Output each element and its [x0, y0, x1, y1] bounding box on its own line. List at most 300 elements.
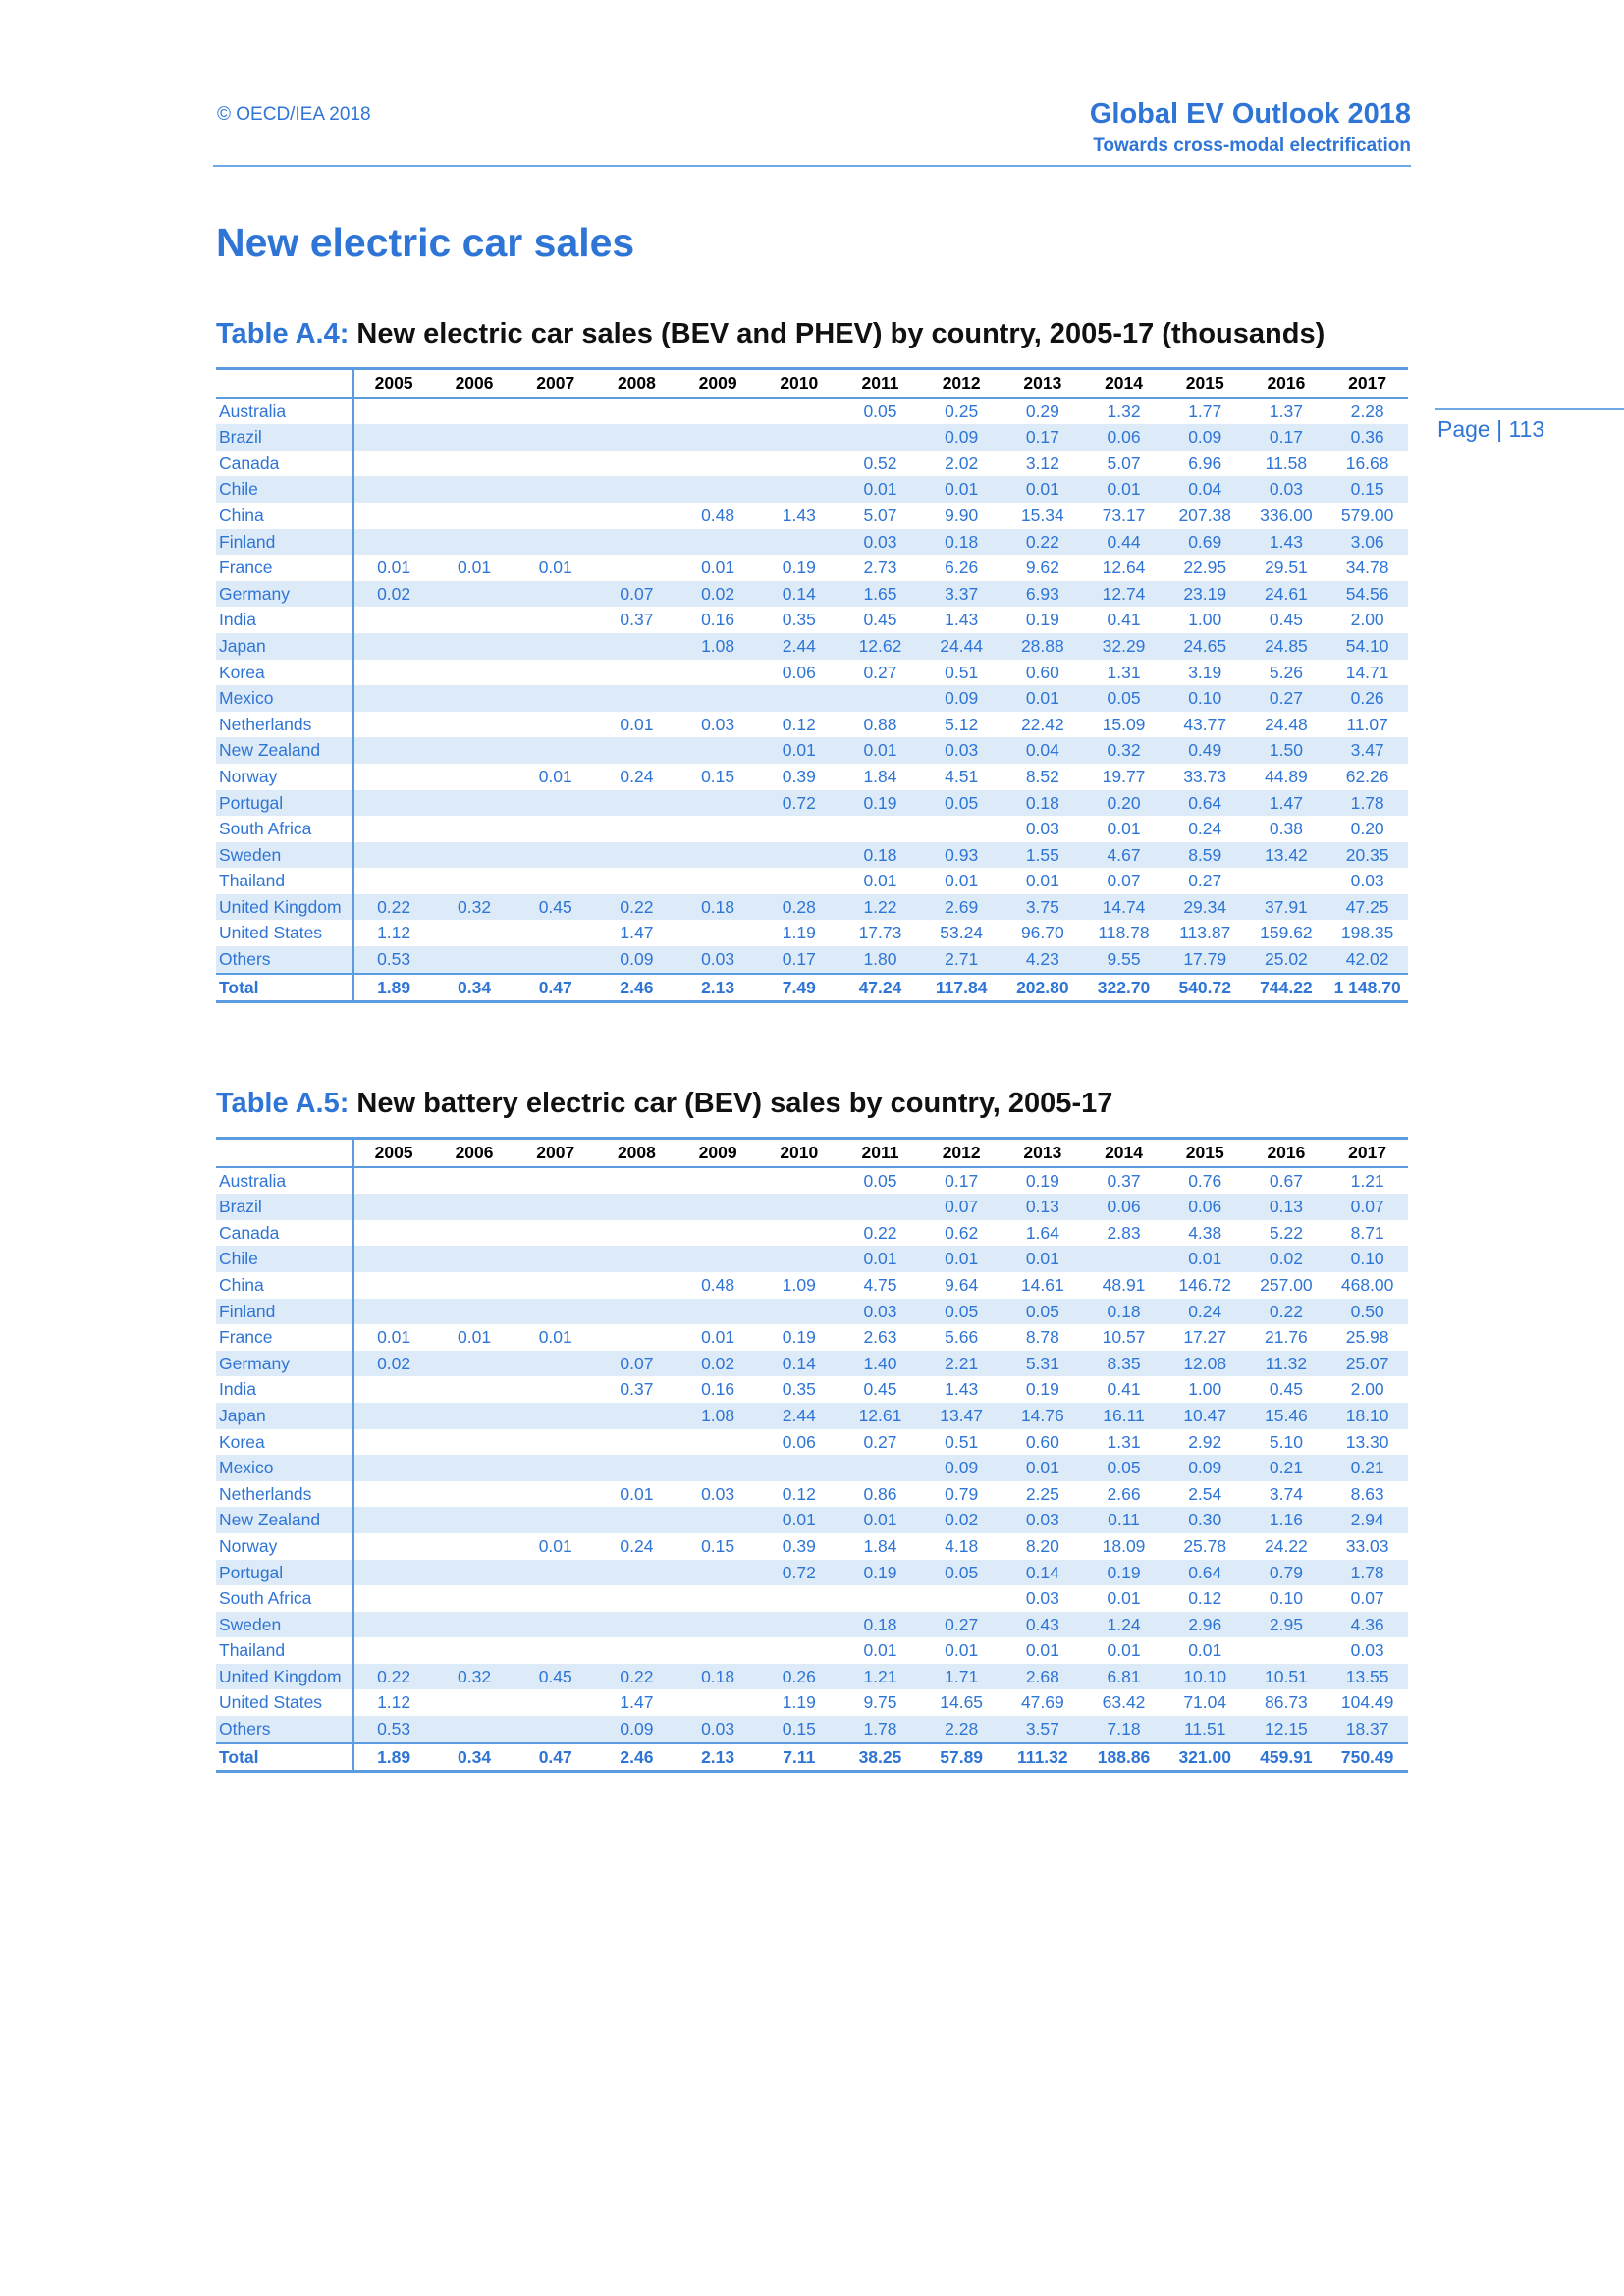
value-cell: 0.02 — [921, 1507, 1002, 1533]
value-cell: 1.84 — [863, 1535, 897, 1556]
value-cell — [434, 816, 515, 842]
value-cell: 0.13 — [1002, 1194, 1084, 1220]
table-row — [216, 737, 1408, 764]
value-cell — [758, 424, 839, 451]
value-cell: 3.06 — [1326, 529, 1408, 556]
value-cell — [514, 1560, 596, 1586]
value-cell: 0.14 — [758, 1351, 839, 1377]
value-cell: 336.00 — [1260, 505, 1313, 525]
value-cell — [514, 1167, 596, 1195]
value-cell: 0.24 — [1164, 1299, 1246, 1325]
table-row — [216, 1246, 1408, 1272]
value-cell: 0.10 — [1164, 685, 1246, 712]
table-row — [216, 920, 1408, 946]
value-cell — [514, 868, 596, 894]
country-cell: Korea — [216, 1429, 352, 1456]
value-cell: 14.76 — [1002, 1403, 1084, 1429]
country-cell: Netherlands — [216, 1481, 352, 1508]
value-cell: 1.12 — [377, 923, 411, 943]
value-cell: 2.44 — [758, 633, 839, 660]
value-cell — [352, 1455, 434, 1481]
value-cell: 579.00 — [1340, 505, 1394, 525]
value-cell — [352, 685, 434, 712]
value-cell: 0.28 — [758, 894, 839, 921]
value-cell: 1.08 — [677, 633, 759, 660]
value-cell — [677, 529, 759, 556]
header-year: 2008 — [596, 369, 677, 398]
value-cell — [352, 737, 434, 764]
value-cell — [434, 868, 515, 894]
value-cell: 1.65 — [839, 581, 921, 608]
value-cell — [352, 476, 434, 503]
country-cell: Chile — [216, 1246, 352, 1272]
country-cell: Brazil — [216, 424, 352, 451]
value-cell — [514, 1455, 596, 1481]
value-cell — [758, 1299, 839, 1325]
value-cell: 0.12 — [782, 714, 816, 734]
value-cell: 63.42 — [1102, 1692, 1146, 1713]
value-cell: 12.74 — [1083, 581, 1164, 608]
value-cell — [677, 1220, 759, 1247]
value-cell: 0.45 — [1269, 1379, 1303, 1400]
table-row — [216, 685, 1408, 712]
value-cell — [434, 842, 515, 869]
value-cell: 0.53 — [352, 946, 434, 974]
value-cell: 0.21 — [1326, 1455, 1408, 1481]
value-cell: 1.32 — [1107, 400, 1141, 421]
country-cell: United States — [216, 1689, 352, 1716]
value-cell: 2.28 — [1350, 400, 1384, 421]
value-cell: 6.81 — [1083, 1664, 1164, 1690]
value-cell — [596, 1272, 677, 1299]
value-cell: 9.62 — [1025, 558, 1059, 578]
value-cell: 1 148.70 — [1326, 974, 1408, 1002]
table-row — [216, 1560, 1408, 1586]
value-cell: 0.35 — [782, 1379, 816, 1400]
header-year: 2010 — [758, 1139, 839, 1167]
value-cell: 0.14 — [758, 581, 839, 608]
value-cell — [352, 1376, 434, 1403]
value-cell — [514, 1351, 596, 1377]
value-cell: 2.54 — [1188, 1483, 1222, 1504]
value-cell: 1.89 — [352, 974, 434, 1002]
value-cell — [352, 1533, 434, 1560]
value-cell — [514, 946, 596, 974]
value-cell: 1.22 — [839, 894, 921, 921]
value-cell: 17.79 — [1164, 946, 1246, 974]
value-cell: 0.18 — [839, 1612, 921, 1638]
value-cell — [514, 660, 596, 686]
value-cell — [758, 529, 839, 556]
header-year: 2016 — [1246, 1139, 1327, 1167]
value-cell: 0.05 — [1002, 1299, 1084, 1325]
country-cell: Thailand — [216, 1637, 352, 1664]
value-cell: 0.37 — [620, 1379, 654, 1400]
country-cell: Sweden — [216, 842, 352, 869]
value-cell — [514, 842, 596, 869]
value-cell: 9.64 — [945, 1274, 979, 1295]
table-row — [216, 1429, 1408, 1456]
value-cell: 86.73 — [1265, 1692, 1308, 1713]
value-cell: 0.19 — [782, 558, 816, 578]
value-cell: 37.91 — [1246, 894, 1327, 921]
value-cell: 13.47 — [921, 1403, 1002, 1429]
value-cell: 11.32 — [1246, 1351, 1327, 1377]
value-cell: 0.01 — [839, 476, 921, 503]
value-cell — [434, 503, 515, 529]
country-cell: Mexico — [216, 1455, 352, 1481]
value-cell: 0.37 — [620, 610, 654, 630]
value-cell: 0.03 — [1025, 819, 1059, 839]
value-cell: 24.48 — [1265, 714, 1308, 734]
value-cell — [514, 581, 596, 608]
header-year: 2011 — [839, 369, 921, 398]
value-cell: 0.01 — [538, 1327, 572, 1348]
value-cell: 0.19 — [782, 1327, 816, 1348]
value-cell: 0.29 — [1025, 400, 1059, 421]
value-cell: 0.44 — [1083, 529, 1164, 556]
value-cell: 44.89 — [1265, 766, 1308, 786]
value-cell: 25.98 — [1345, 1327, 1389, 1348]
value-cell: 1.89 — [352, 1743, 434, 1772]
table-row — [216, 1299, 1408, 1325]
value-cell — [434, 737, 515, 764]
value-cell: 0.37 — [1107, 1170, 1141, 1191]
header-year: 2017 — [1326, 1139, 1408, 1167]
header-year: 2005 — [352, 1139, 434, 1167]
value-cell: 0.24 — [620, 766, 654, 786]
value-cell — [677, 1689, 759, 1716]
value-cell — [514, 633, 596, 660]
country-cell: France — [216, 1324, 352, 1351]
value-cell: 0.01 — [1002, 1246, 1084, 1272]
value-cell: 0.22 — [596, 894, 677, 921]
value-cell: 113.87 — [1179, 923, 1231, 943]
value-cell: 0.32 — [434, 894, 515, 921]
value-cell — [596, 842, 677, 869]
value-cell — [677, 1507, 759, 1533]
header-year: 2011 — [839, 1139, 921, 1167]
table-row — [216, 712, 1408, 738]
value-cell: 0.01 — [839, 737, 921, 764]
value-cell: 0.01 — [377, 558, 411, 578]
country-cell: Portugal — [216, 790, 352, 817]
value-cell: 0.07 — [596, 581, 677, 608]
value-cell: 3.74 — [1269, 1483, 1303, 1504]
value-cell: 0.01 — [1083, 476, 1164, 503]
country-cell: Canada — [216, 451, 352, 477]
value-cell — [434, 1455, 515, 1481]
value-cell — [434, 712, 515, 738]
value-cell: 1.64 — [1025, 1222, 1059, 1243]
value-cell — [758, 868, 839, 894]
value-cell — [514, 1194, 596, 1220]
value-cell: 0.51 — [945, 1431, 979, 1452]
value-cell: 2.46 — [596, 1743, 677, 1772]
value-cell: 0.01 — [538, 558, 572, 578]
value-cell: 0.01 — [1002, 1455, 1084, 1481]
value-cell: 0.03 — [1350, 1640, 1384, 1661]
value-cell: 0.51 — [945, 662, 979, 682]
value-cell: 12.62 — [839, 633, 921, 660]
table-header-row — [216, 1139, 1408, 1167]
value-cell: 0.03 — [677, 946, 759, 974]
country-cell: Canada — [216, 1220, 352, 1247]
value-cell — [434, 1689, 515, 1716]
value-cell: 11.58 — [1265, 453, 1308, 473]
value-cell: 0.07 — [1326, 1194, 1408, 1220]
value-cell — [434, 1376, 515, 1403]
value-cell — [352, 842, 434, 869]
table-row — [216, 1403, 1408, 1429]
value-cell: 15.09 — [1102, 714, 1146, 734]
value-cell — [758, 842, 839, 869]
value-cell: 2.95 — [1246, 1612, 1327, 1638]
value-cell — [514, 1299, 596, 1325]
header-year: 2016 — [1246, 369, 1327, 398]
table-a5 — [216, 1137, 1408, 1773]
table-row — [216, 1324, 1408, 1351]
value-cell — [677, 1585, 759, 1612]
value-cell: 2.71 — [921, 946, 1002, 974]
country-cell: United Kingdom — [216, 894, 352, 921]
value-cell: 0.17 — [758, 946, 839, 974]
value-cell: 48.91 — [1102, 1274, 1146, 1295]
value-cell: 0.06 — [782, 662, 816, 682]
value-cell — [352, 1507, 434, 1533]
value-cell: 0.34 — [434, 1743, 515, 1772]
value-cell — [352, 1194, 434, 1220]
value-cell: 750.49 — [1326, 1743, 1408, 1772]
value-cell: 0.03 — [839, 529, 921, 556]
value-cell — [514, 1585, 596, 1612]
value-cell: 0.05 — [863, 400, 897, 421]
value-cell: 1.43 — [945, 1379, 979, 1400]
value-cell — [596, 1560, 677, 1586]
value-cell: 0.01 — [1107, 819, 1141, 839]
value-cell: 2.68 — [1002, 1664, 1084, 1690]
value-cell: 0.06 — [782, 1431, 816, 1452]
value-cell: 0.15 — [701, 1535, 735, 1556]
value-cell — [514, 1429, 596, 1456]
value-cell: 159.62 — [1260, 923, 1313, 943]
value-cell: 0.30 — [1164, 1507, 1246, 1533]
header-divider — [213, 165, 1411, 167]
value-cell: 0.19 — [1025, 610, 1059, 630]
value-cell: 0.25 — [945, 400, 979, 421]
table-row — [216, 633, 1408, 660]
value-cell — [434, 920, 515, 946]
value-cell: 1.78 — [1326, 790, 1408, 817]
value-cell — [514, 816, 596, 842]
value-cell: 1.77 — [1188, 400, 1222, 421]
value-cell: 0.12 — [782, 1483, 816, 1504]
header-year: 2017 — [1326, 369, 1408, 398]
value-cell: 0.32 — [434, 1664, 515, 1690]
table-row — [216, 555, 1408, 581]
value-cell: 0.05 — [863, 1170, 897, 1191]
value-cell: 0.01 — [945, 871, 979, 891]
value-cell: 8.78 — [1025, 1327, 1059, 1348]
value-cell: 1.31 — [1107, 662, 1141, 682]
value-cell: 4.38 — [1188, 1222, 1222, 1243]
value-cell — [758, 1167, 839, 1195]
value-cell: 62.26 — [1345, 766, 1389, 786]
value-cell — [514, 1376, 596, 1403]
value-cell — [596, 868, 677, 894]
value-cell: 12.08 — [1164, 1351, 1246, 1377]
value-cell: 5.07 — [863, 505, 897, 525]
value-cell: 0.07 — [1350, 1588, 1384, 1609]
value-cell — [758, 1455, 839, 1481]
value-cell — [677, 920, 759, 946]
value-cell: 188.86 — [1083, 1743, 1164, 1772]
value-cell: 13.42 — [1246, 842, 1327, 869]
value-cell — [434, 764, 515, 790]
value-cell: 0.39 — [782, 766, 816, 786]
value-cell: 0.53 — [352, 1716, 434, 1743]
value-cell: 202.80 — [1002, 974, 1084, 1002]
value-cell — [677, 398, 759, 425]
value-cell — [352, 1637, 434, 1664]
value-cell: 0.01 — [758, 737, 839, 764]
value-cell: 0.18 — [1002, 790, 1084, 817]
value-cell — [434, 660, 515, 686]
value-cell: 0.01 — [377, 1327, 411, 1348]
value-cell: 0.19 — [1025, 1170, 1059, 1191]
value-cell: 0.49 — [1164, 737, 1246, 764]
value-cell: 1.21 — [1350, 1170, 1384, 1191]
value-cell: 0.07 — [921, 1194, 1002, 1220]
value-cell: 0.17 — [945, 1170, 979, 1191]
value-cell: 8.63 — [1350, 1483, 1384, 1504]
country-cell: Netherlands — [216, 712, 352, 738]
table-row — [216, 1612, 1408, 1638]
value-cell: 0.62 — [945, 1222, 979, 1243]
country-cell: Finland — [216, 1299, 352, 1325]
section-title: New electric car sales — [216, 220, 635, 265]
value-cell: 1.37 — [1269, 400, 1303, 421]
value-cell: 1.24 — [1083, 1612, 1164, 1638]
value-cell: 0.09 — [921, 1455, 1002, 1481]
value-cell — [596, 476, 677, 503]
value-cell — [596, 1429, 677, 1456]
value-cell: 0.35 — [782, 610, 816, 630]
value-cell: 0.48 — [701, 1274, 735, 1295]
value-cell: 0.47 — [514, 974, 596, 1002]
value-cell: 1.80 — [839, 946, 921, 974]
value-cell — [352, 1612, 434, 1638]
country-cell: China — [216, 1272, 352, 1299]
value-cell — [677, 1612, 759, 1638]
value-cell: 12.61 — [839, 1403, 921, 1429]
table-row — [216, 1272, 1408, 1299]
value-cell — [434, 1560, 515, 1586]
value-cell: 0.03 — [1002, 1507, 1084, 1533]
value-cell: 0.01 — [758, 1507, 839, 1533]
value-cell: 117.84 — [921, 974, 1002, 1002]
country-cell: Thailand — [216, 868, 352, 894]
value-cell — [596, 1324, 677, 1351]
value-cell — [596, 685, 677, 712]
value-cell: 24.61 — [1246, 581, 1327, 608]
value-cell: 0.18 — [921, 529, 1002, 556]
value-cell: 0.03 — [677, 1716, 759, 1743]
value-cell — [434, 790, 515, 817]
value-cell: 2.25 — [1025, 1483, 1059, 1504]
header-year: 2013 — [1002, 1139, 1084, 1167]
value-cell — [514, 685, 596, 712]
value-cell: 0.15 — [1326, 476, 1408, 503]
value-cell: 25.02 — [1246, 946, 1327, 974]
value-cell: 104.49 — [1340, 1692, 1394, 1713]
value-cell — [514, 737, 596, 764]
country-cell: China — [216, 503, 352, 529]
country-cell: France — [216, 555, 352, 581]
value-cell: 1.78 — [839, 1716, 921, 1743]
table-row — [216, 581, 1408, 608]
country-cell: New Zealand — [216, 737, 352, 764]
value-cell: 0.20 — [1350, 819, 1384, 839]
value-cell: 0.01 — [863, 871, 897, 891]
value-cell: 5.26 — [1269, 662, 1303, 682]
table-header-row — [216, 369, 1408, 398]
value-cell — [677, 685, 759, 712]
report-subtitle: Towards cross-modal electrification — [1093, 135, 1411, 156]
value-cell: 0.21 — [1246, 1455, 1327, 1481]
country-cell: Norway — [216, 764, 352, 790]
value-cell: 0.18 — [677, 1664, 759, 1690]
value-cell: 1.40 — [839, 1351, 921, 1377]
value-cell: 47.25 — [1326, 894, 1408, 921]
value-cell: 17.73 — [858, 923, 902, 943]
value-cell: 2.13 — [677, 1743, 759, 1772]
value-cell: 28.88 — [1002, 633, 1084, 660]
table-row — [216, 607, 1408, 633]
value-cell: 0.01 — [538, 766, 572, 786]
value-cell: 744.22 — [1246, 974, 1327, 1002]
value-cell: 0.43 — [1002, 1612, 1084, 1638]
value-cell: 1.16 — [1246, 1507, 1327, 1533]
value-cell: 0.64 — [1164, 790, 1246, 817]
value-cell: 0.22 — [352, 894, 434, 921]
value-cell: 0.09 — [921, 424, 1002, 451]
value-cell: 0.13 — [1246, 1194, 1327, 1220]
value-cell: 0.01 — [538, 1535, 572, 1556]
value-cell: 19.77 — [1102, 766, 1146, 786]
value-cell: 42.02 — [1326, 946, 1408, 974]
value-cell — [596, 790, 677, 817]
value-cell: 0.15 — [758, 1716, 839, 1743]
value-cell — [434, 1194, 515, 1220]
value-cell: 25.78 — [1183, 1535, 1227, 1556]
value-cell — [434, 1246, 515, 1272]
value-cell: 459.91 — [1246, 1743, 1327, 1772]
value-cell: 0.24 — [1188, 819, 1222, 839]
table-row — [216, 946, 1408, 974]
value-cell — [434, 476, 515, 503]
value-cell: 0.01 — [1002, 476, 1084, 503]
value-cell — [596, 1585, 677, 1612]
value-cell: 29.34 — [1164, 894, 1246, 921]
value-cell: 8.52 — [1025, 766, 1059, 786]
value-cell — [434, 1272, 515, 1299]
value-cell: 0.45 — [863, 610, 897, 630]
value-cell: 0.79 — [1246, 1560, 1327, 1586]
value-cell: 4.67 — [1083, 842, 1164, 869]
value-cell: 0.03 — [701, 714, 735, 734]
value-cell: 2.94 — [1326, 1507, 1408, 1533]
